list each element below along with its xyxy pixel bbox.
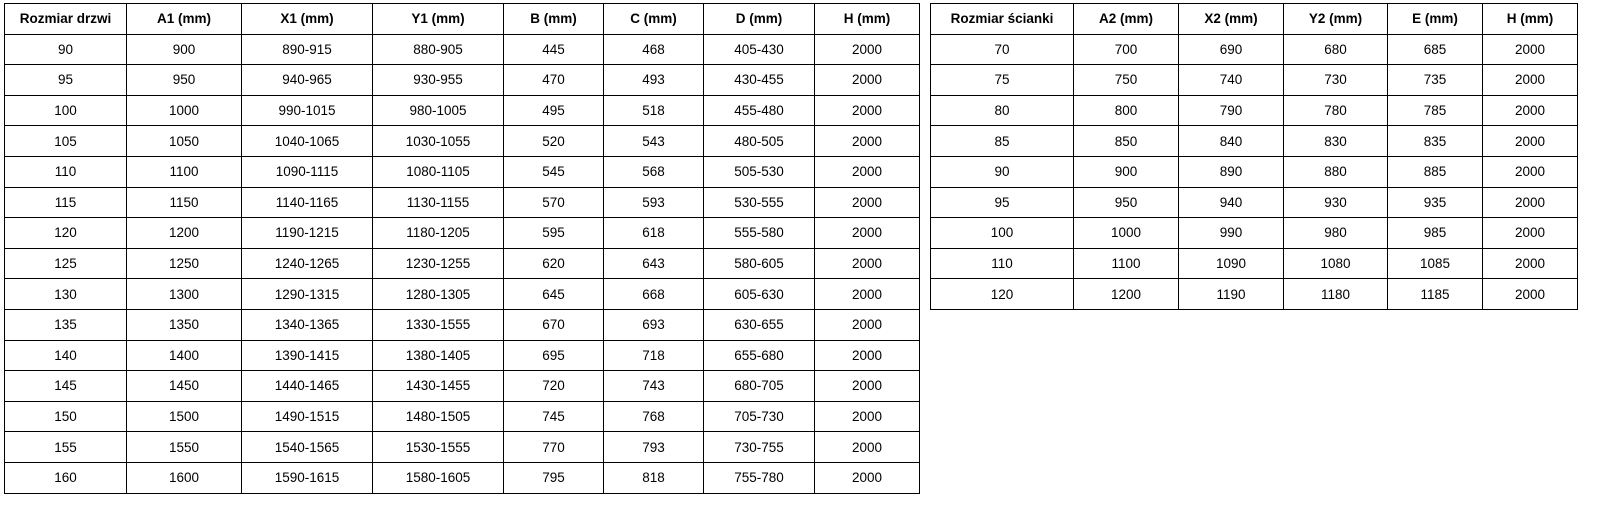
table-cell: 110 <box>5 156 127 187</box>
table-row <box>5 95 920 126</box>
table-cell: 543 <box>604 126 704 157</box>
table-cell: 668 <box>604 279 704 310</box>
table-cell: 743 <box>604 371 704 402</box>
doors-table-body <box>5 34 920 493</box>
table-row <box>5 34 920 65</box>
table-cell: 445 <box>504 34 604 65</box>
table-row <box>5 401 920 432</box>
table-cell: 790 <box>1179 95 1284 126</box>
table-header-row <box>5 4 920 35</box>
table-row <box>931 248 1578 279</box>
table-cell: 1185 <box>1388 279 1483 310</box>
table-cell: 593 <box>604 187 704 218</box>
table-cell: 720 <box>504 371 604 402</box>
table-cell: 950 <box>127 65 242 96</box>
table-cell: 1085 <box>1388 248 1483 279</box>
table-cell: 900 <box>127 34 242 65</box>
table-cell: 1030-1055 <box>373 126 504 157</box>
table-cell: 2000 <box>815 462 920 493</box>
table-cell: 2000 <box>1483 34 1578 65</box>
table-cell: 2000 <box>815 156 920 187</box>
table-cell: 718 <box>604 340 704 371</box>
column-header: H (mm) <box>1483 4 1578 35</box>
table-cell: 2000 <box>815 309 920 340</box>
table-cell: 480-505 <box>704 126 815 157</box>
table-cell: 1540-1565 <box>242 432 373 463</box>
table-cell: 468 <box>604 34 704 65</box>
column-header: A2 (mm) <box>1074 4 1179 35</box>
table-cell: 1600 <box>127 462 242 493</box>
column-header: A1 (mm) <box>127 4 242 35</box>
table-cell: 1290-1315 <box>242 279 373 310</box>
table-cell: 1440-1465 <box>242 371 373 402</box>
table-row <box>931 187 1578 218</box>
table-cell: 840 <box>1179 126 1284 157</box>
table-cell: 2000 <box>1483 248 1578 279</box>
table-cell: 1200 <box>127 218 242 249</box>
table-cell: 80 <box>931 95 1074 126</box>
table-row <box>5 156 920 187</box>
table-cell: 900 <box>1074 156 1179 187</box>
table-cell: 630-655 <box>704 309 815 340</box>
table-cell: 140 <box>5 340 127 371</box>
table-cell: 160 <box>5 462 127 493</box>
table-cell: 645 <box>504 279 604 310</box>
table-cell: 1100 <box>127 156 242 187</box>
table-cell: 1340-1365 <box>242 309 373 340</box>
table-row <box>931 156 1578 187</box>
table-cell: 880-905 <box>373 34 504 65</box>
table-cell: 2000 <box>1483 279 1578 310</box>
table-cell: 405-430 <box>704 34 815 65</box>
doors-table-head <box>5 4 920 35</box>
table-cell: 1550 <box>127 432 242 463</box>
table-cell: 770 <box>504 432 604 463</box>
table-cell: 750 <box>1074 65 1179 96</box>
table-cell: 685 <box>1388 34 1483 65</box>
table-cell: 1100 <box>1074 248 1179 279</box>
table-cell: 985 <box>1388 218 1483 249</box>
table-cell: 90 <box>931 156 1074 187</box>
table-cell: 980-1005 <box>373 95 504 126</box>
table-cell: 785 <box>1388 95 1483 126</box>
table-row <box>5 279 920 310</box>
table-cell: 755-780 <box>704 462 815 493</box>
table-cell: 2000 <box>815 218 920 249</box>
table-cell: 1450 <box>127 371 242 402</box>
column-header: C (mm) <box>604 4 704 35</box>
table-cell: 2000 <box>1483 218 1578 249</box>
table-cell: 620 <box>504 248 604 279</box>
table-row <box>931 95 1578 126</box>
table-cell: 580-605 <box>704 248 815 279</box>
table-cell: 1480-1505 <box>373 401 504 432</box>
table-cell: 1090-1115 <box>242 156 373 187</box>
table-row <box>5 371 920 402</box>
doors-dimensions-table <box>4 3 920 494</box>
table-cell: 2000 <box>1483 65 1578 96</box>
table-cell: 680 <box>1284 34 1388 65</box>
table-cell: 850 <box>1074 126 1179 157</box>
walls-table-head <box>931 4 1578 35</box>
table-cell: 1490-1515 <box>242 401 373 432</box>
table-cell: 570 <box>504 187 604 218</box>
table-cell: 1190-1215 <box>242 218 373 249</box>
table-cell: 1090 <box>1179 248 1284 279</box>
table-cell: 100 <box>931 218 1074 249</box>
table-cell: 643 <box>604 248 704 279</box>
table-cell: 695 <box>504 340 604 371</box>
table-row <box>931 126 1578 157</box>
table-cell: 605-630 <box>704 279 815 310</box>
table-cell: 95 <box>5 65 127 96</box>
table-cell: 1200 <box>1074 279 1179 310</box>
table-cell: 1080 <box>1284 248 1388 279</box>
table-cell: 1150 <box>127 187 242 218</box>
table-cell: 2000 <box>1483 126 1578 157</box>
table-cell: 1040-1065 <box>242 126 373 157</box>
walls-dimensions-table-container <box>930 3 1578 310</box>
table-cell: 120 <box>5 218 127 249</box>
column-header: Rozmiar ścianki <box>931 4 1074 35</box>
table-cell: 680-705 <box>704 371 815 402</box>
column-header: D (mm) <box>704 4 815 35</box>
table-cell: 880 <box>1284 156 1388 187</box>
table-cell: 75 <box>931 65 1074 96</box>
table-cell: 90 <box>5 34 127 65</box>
table-cell: 1380-1405 <box>373 340 504 371</box>
table-row <box>931 34 1578 65</box>
column-header: Rozmiar drzwi <box>5 4 127 35</box>
table-row <box>5 126 920 157</box>
table-cell: 1230-1255 <box>373 248 504 279</box>
table-cell: 595 <box>504 218 604 249</box>
table-cell: 1580-1605 <box>373 462 504 493</box>
table-cell: 2000 <box>815 126 920 157</box>
table-cell: 150 <box>5 401 127 432</box>
table-cell: 518 <box>604 95 704 126</box>
table-cell: 125 <box>5 248 127 279</box>
table-cell: 2000 <box>815 34 920 65</box>
table-cell: 1050 <box>127 126 242 157</box>
table-cell: 2000 <box>1483 187 1578 218</box>
table-cell: 735 <box>1388 65 1483 96</box>
table-cell: 555-580 <box>704 218 815 249</box>
table-cell: 1180 <box>1284 279 1388 310</box>
table-row <box>5 432 920 463</box>
table-cell: 885 <box>1388 156 1483 187</box>
table-cell: 705-730 <box>704 401 815 432</box>
table-cell: 1280-1305 <box>373 279 504 310</box>
walls-dimensions-table <box>930 3 1578 310</box>
table-cell: 2000 <box>815 95 920 126</box>
table-cell: 693 <box>604 309 704 340</box>
table-cell: 2000 <box>815 279 920 310</box>
table-cell: 930 <box>1284 187 1388 218</box>
table-cell: 800 <box>1074 95 1179 126</box>
table-cell: 793 <box>604 432 704 463</box>
table-row <box>5 187 920 218</box>
table-cell: 530-555 <box>704 187 815 218</box>
table-cell: 930-955 <box>373 65 504 96</box>
table-row <box>5 340 920 371</box>
table-cell: 980 <box>1284 218 1388 249</box>
table-cell: 1080-1105 <box>373 156 504 187</box>
table-cell: 2000 <box>815 65 920 96</box>
table-cell: 1000 <box>127 95 242 126</box>
table-cell: 430-455 <box>704 65 815 96</box>
table-cell: 690 <box>1179 34 1284 65</box>
table-cell: 568 <box>604 156 704 187</box>
table-cell: 2000 <box>815 187 920 218</box>
table-cell: 2000 <box>1483 156 1578 187</box>
table-cell: 1250 <box>127 248 242 279</box>
table-cell: 700 <box>1074 34 1179 65</box>
table-cell: 2000 <box>815 340 920 371</box>
table-cell: 768 <box>604 401 704 432</box>
table-row <box>5 248 920 279</box>
table-cell: 745 <box>504 401 604 432</box>
table-cell: 670 <box>504 309 604 340</box>
table-cell: 2000 <box>815 432 920 463</box>
table-cell: 2000 <box>1483 95 1578 126</box>
table-cell: 130 <box>5 279 127 310</box>
table-cell: 1000 <box>1074 218 1179 249</box>
table-cell: 1530-1555 <box>373 432 504 463</box>
table-cell: 455-480 <box>704 95 815 126</box>
table-cell: 1180-1205 <box>373 218 504 249</box>
table-cell: 1190 <box>1179 279 1284 310</box>
table-row <box>5 65 920 96</box>
table-row <box>5 218 920 249</box>
column-header: X2 (mm) <box>1179 4 1284 35</box>
table-cell: 2000 <box>815 401 920 432</box>
table-cell: 1430-1455 <box>373 371 504 402</box>
table-row <box>931 218 1578 249</box>
table-cell: 1500 <box>127 401 242 432</box>
table-cell: 1590-1615 <box>242 462 373 493</box>
table-cell: 100 <box>5 95 127 126</box>
table-cell: 950 <box>1074 187 1179 218</box>
table-cell: 95 <box>931 187 1074 218</box>
table-cell: 115 <box>5 187 127 218</box>
table-cell: 1350 <box>127 309 242 340</box>
table-cell: 990 <box>1179 218 1284 249</box>
table-cell: 940-965 <box>242 65 373 96</box>
table-cell: 940 <box>1179 187 1284 218</box>
table-cell: 740 <box>1179 65 1284 96</box>
table-cell: 1400 <box>127 340 242 371</box>
table-cell: 85 <box>931 126 1074 157</box>
table-cell: 830 <box>1284 126 1388 157</box>
table-cell: 1300 <box>127 279 242 310</box>
table-cell: 120 <box>931 279 1074 310</box>
table-cell: 110 <box>931 248 1074 279</box>
column-header: H (mm) <box>815 4 920 35</box>
table-cell: 155 <box>5 432 127 463</box>
table-row <box>5 309 920 340</box>
table-cell: 1130-1155 <box>373 187 504 218</box>
table-cell: 818 <box>604 462 704 493</box>
walls-table-body <box>931 34 1578 309</box>
table-header-row <box>931 4 1578 35</box>
table-cell: 795 <box>504 462 604 493</box>
table-cell: 2000 <box>815 248 920 279</box>
table-cell: 655-680 <box>704 340 815 371</box>
table-cell: 70 <box>931 34 1074 65</box>
table-cell: 730-755 <box>704 432 815 463</box>
table-row <box>931 279 1578 310</box>
column-header: Y1 (mm) <box>373 4 504 35</box>
table-cell: 835 <box>1388 126 1483 157</box>
table-cell: 1240-1265 <box>242 248 373 279</box>
doors-dimensions-table-container <box>4 3 920 494</box>
table-row <box>931 65 1578 96</box>
table-cell: 780 <box>1284 95 1388 126</box>
column-header: Y2 (mm) <box>1284 4 1388 35</box>
table-cell: 470 <box>504 65 604 96</box>
table-cell: 520 <box>504 126 604 157</box>
table-cell: 135 <box>5 309 127 340</box>
table-cell: 2000 <box>815 371 920 402</box>
table-cell: 990-1015 <box>242 95 373 126</box>
table-cell: 1140-1165 <box>242 187 373 218</box>
table-cell: 505-530 <box>704 156 815 187</box>
column-header: X1 (mm) <box>242 4 373 35</box>
table-cell: 890 <box>1179 156 1284 187</box>
table-cell: 730 <box>1284 65 1388 96</box>
table-cell: 145 <box>5 371 127 402</box>
table-cell: 1390-1415 <box>242 340 373 371</box>
table-cell: 1330-1555 <box>373 309 504 340</box>
column-header: B (mm) <box>504 4 604 35</box>
table-cell: 105 <box>5 126 127 157</box>
table-cell: 493 <box>604 65 704 96</box>
column-header: E (mm) <box>1388 4 1483 35</box>
table-cell: 890-915 <box>242 34 373 65</box>
table-cell: 935 <box>1388 187 1483 218</box>
table-row <box>5 462 920 493</box>
table-cell: 495 <box>504 95 604 126</box>
table-cell: 545 <box>504 156 604 187</box>
table-cell: 618 <box>604 218 704 249</box>
